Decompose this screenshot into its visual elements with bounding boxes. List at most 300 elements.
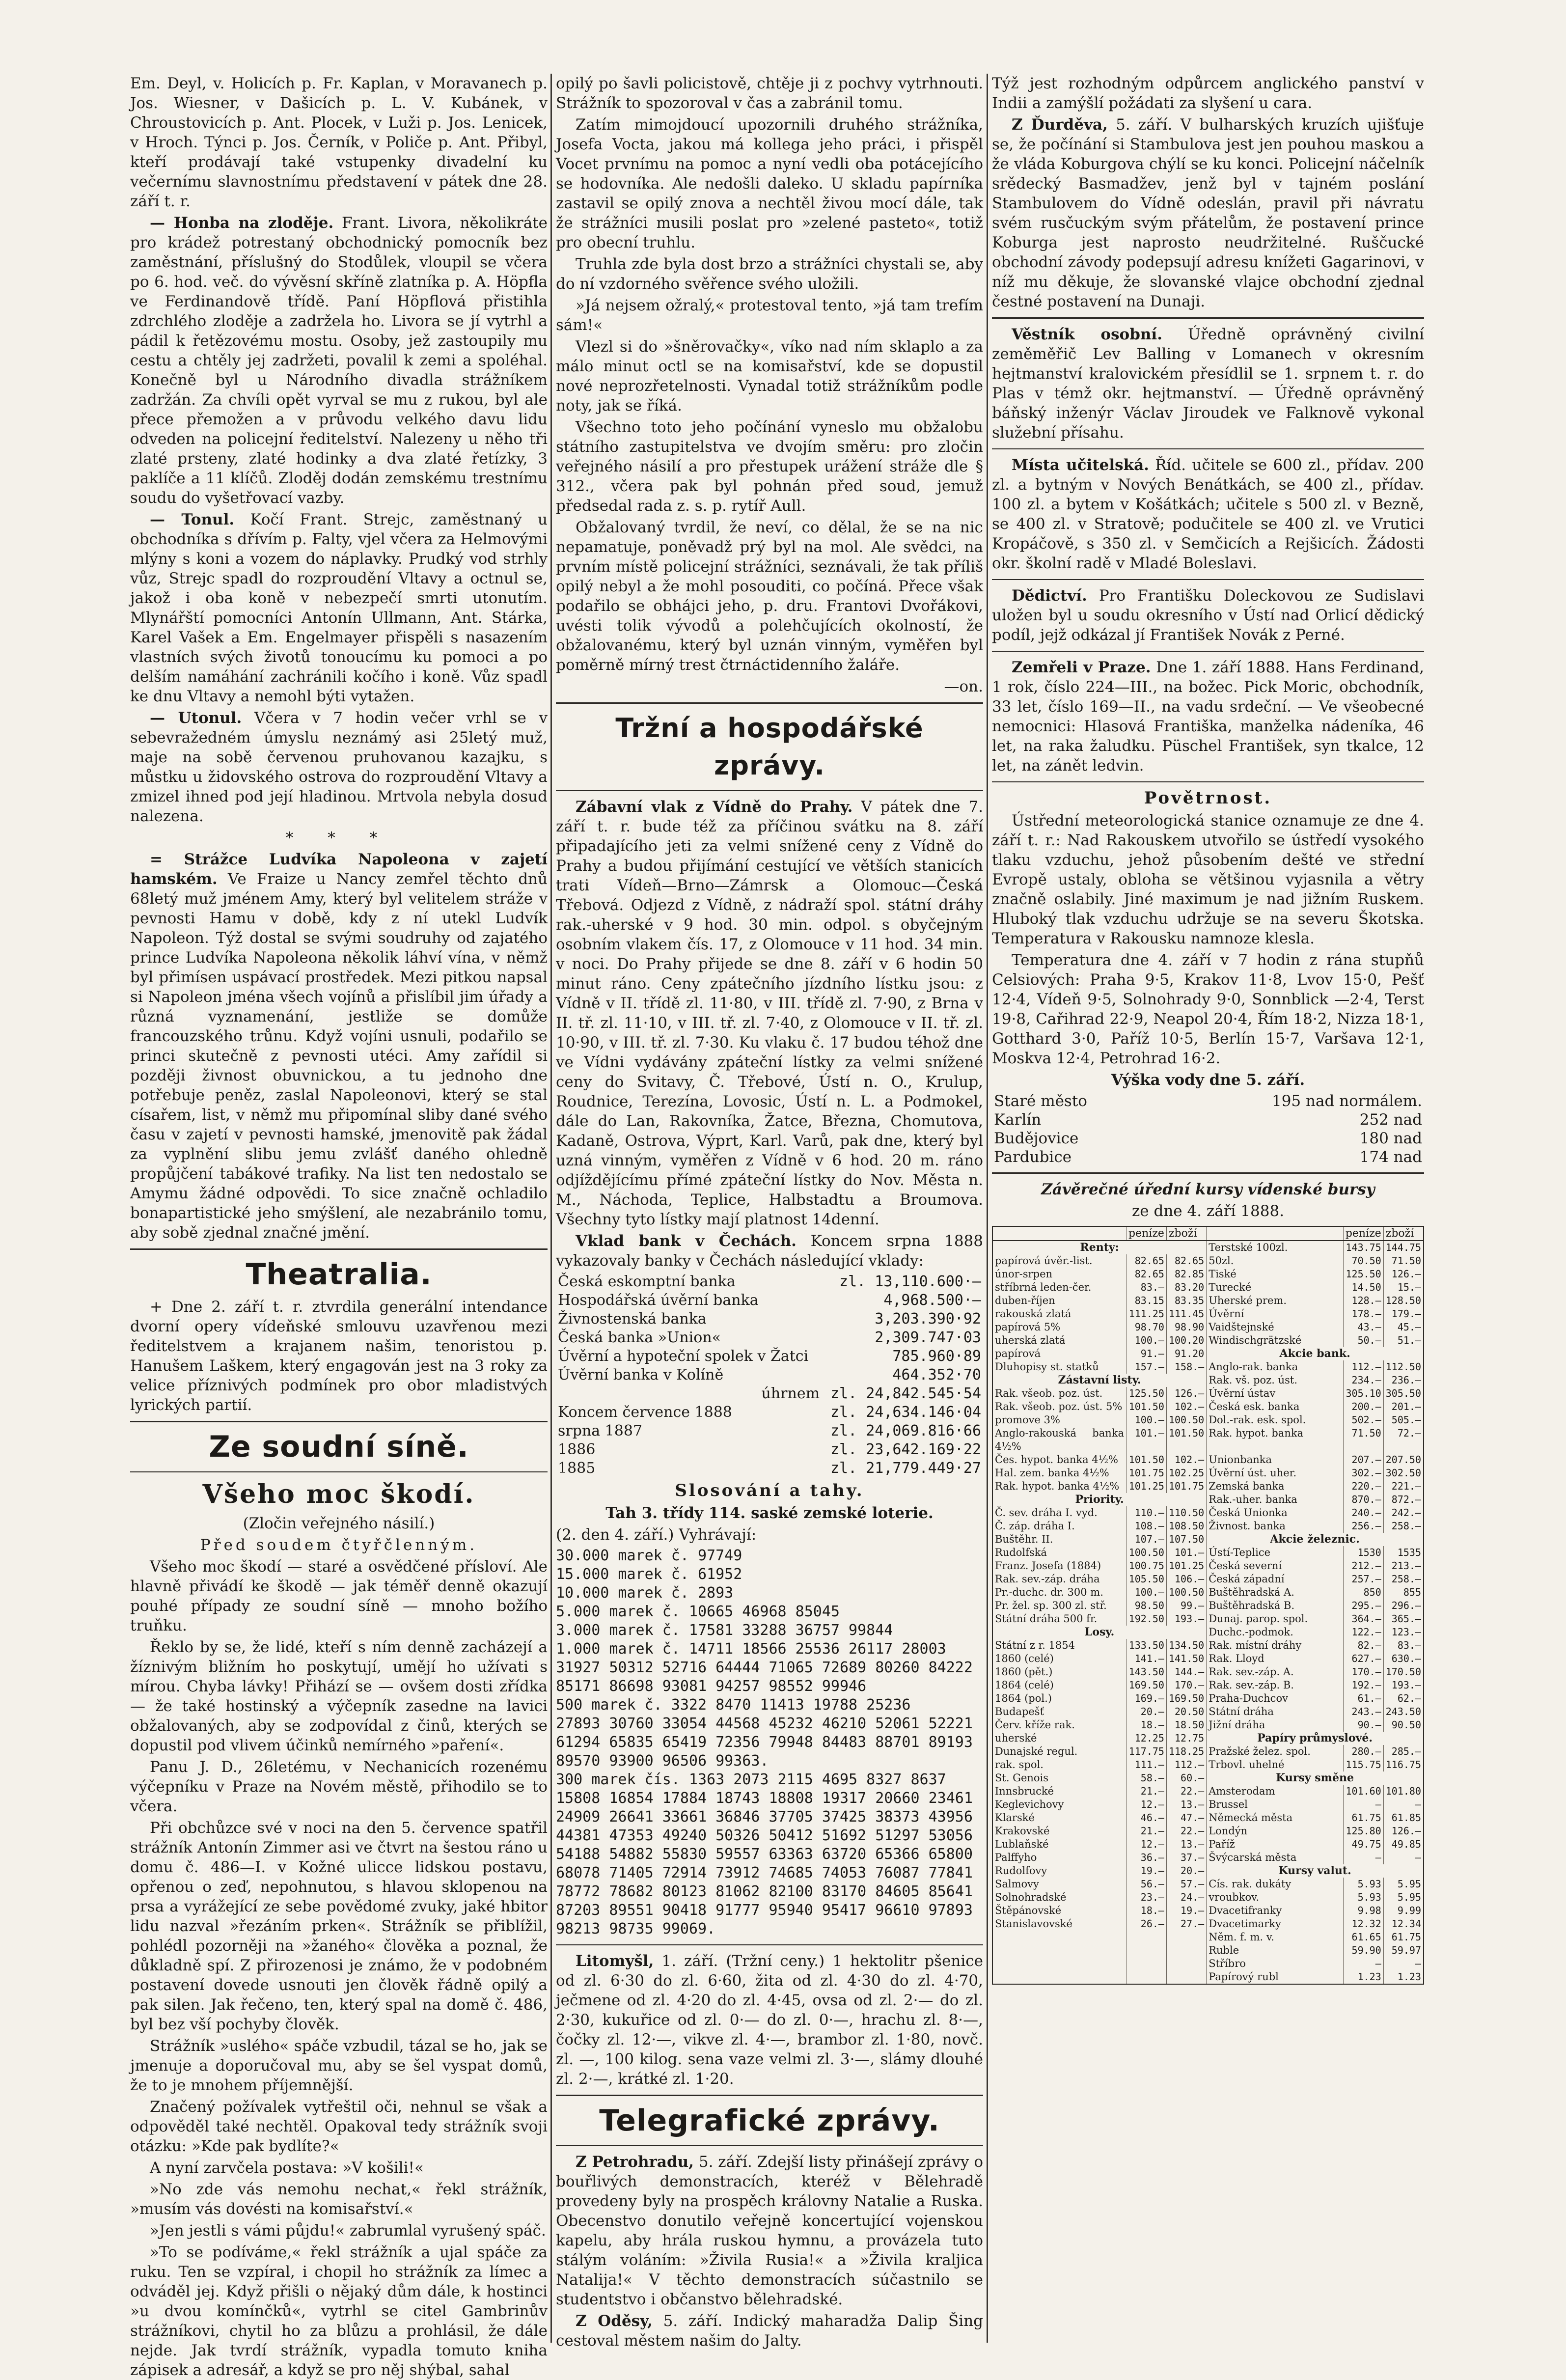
divider bbox=[130, 1421, 548, 1422]
bourse-name: Státní z r. 1854 bbox=[992, 1639, 1126, 1652]
bourse-money: 26.— bbox=[1126, 1917, 1167, 1931]
lottery-row: 31927 50312 52716 64444 71065 72689 80260 84222 bbox=[556, 1659, 973, 1676]
bourse-money: 870.— bbox=[1343, 1493, 1383, 1506]
bourse-money: 18.— bbox=[1126, 1904, 1167, 1917]
bourse-money: 128.— bbox=[1343, 1294, 1383, 1307]
bourse-money: 20.— bbox=[1126, 1705, 1167, 1718]
bourse-name: Klarské bbox=[992, 1811, 1126, 1825]
section-title-theatralia: Theatralia. bbox=[246, 1257, 432, 1292]
bourse-money: 192.— bbox=[1343, 1679, 1383, 1692]
lottery-row: 54188 54882 55830 59557 63363 63720 65366 65800 bbox=[556, 1846, 973, 1863]
table-row bbox=[992, 1811, 1424, 1825]
bourse-goods: 57.— bbox=[1166, 1878, 1206, 1891]
bourse-goods: 101.75 bbox=[1166, 1480, 1206, 1493]
bourse-goods: 101.80 bbox=[1383, 1785, 1424, 1798]
bourse-name: 1860 (pět.) bbox=[992, 1665, 1126, 1679]
article-title: Věstník osobní. bbox=[1012, 326, 1162, 343]
bourse-money: 59.90 bbox=[1343, 1944, 1383, 1957]
article-zabavni bbox=[556, 797, 983, 1229]
water-place: Pardubice bbox=[994, 1148, 1072, 1166]
divider bbox=[130, 1248, 548, 1250]
table-row bbox=[992, 1679, 1424, 1692]
bourse-goods: 193.— bbox=[1166, 1612, 1206, 1626]
bourse-head-blank bbox=[1207, 1226, 1344, 1241]
bourse-goods: 59.97 bbox=[1383, 1944, 1424, 1957]
bourse-money: 143.50 bbox=[1126, 1665, 1167, 1679]
bourse-money: 169.50 bbox=[1126, 1679, 1167, 1692]
bourse-money: 50.— bbox=[1343, 1334, 1383, 1347]
table-row bbox=[556, 1459, 983, 1478]
total-label: Koncem července 1888 bbox=[558, 1404, 732, 1421]
bourse-goods: 872.— bbox=[1383, 1493, 1424, 1506]
bourse-goods: 242.— bbox=[1383, 1506, 1424, 1520]
article-paragraph: Týž jest rozhodným odpůrcem anglického panství v Indii a zamýšlí požádati za slyšení u cara. bbox=[992, 75, 1424, 112]
table-cell bbox=[1126, 1931, 1167, 1944]
bourse-money: 61.65 bbox=[1343, 1931, 1383, 1944]
bourse-name: Německá města bbox=[1207, 1811, 1344, 1825]
bourse-goods: 221.— bbox=[1383, 1480, 1424, 1493]
bourse-money: 192.50 bbox=[1126, 1612, 1167, 1626]
table-row bbox=[992, 1692, 1424, 1705]
bourse-name: Windischgrätzské bbox=[1207, 1334, 1344, 1347]
bourse-goods: 170.— bbox=[1166, 1679, 1206, 1692]
bourse-money: 70.50 bbox=[1343, 1254, 1383, 1268]
bourse-money: 61.— bbox=[1343, 1692, 1383, 1705]
bourse-money: 49.75 bbox=[1343, 1838, 1383, 1851]
bourse-money: 234.— bbox=[1343, 1374, 1383, 1387]
bourse-name: 1864 (celé) bbox=[992, 1679, 1126, 1692]
bourse-name: Cís. rak. dukáty bbox=[1207, 1878, 1344, 1891]
bourse-money: 5.93 bbox=[1343, 1878, 1383, 1891]
bourse-goods: 213.— bbox=[1383, 1559, 1424, 1573]
bourse-money: 117.75 bbox=[1126, 1745, 1167, 1758]
bourse-goods: 15.— bbox=[1383, 1281, 1424, 1294]
bank-name: Hospodářská úvěrní banka bbox=[558, 1292, 759, 1309]
article-paragraph: Zatím mimojdoucí upozornili druhého strážníka, Josefa Vocta, jakou má kollega jeho práci, i přispěl Vocet prvnímu na pomoc a nyní vedli oba potácejícího se hodovníka. Ale nedošli daleko. U skladu papírníka zastavil se opilý znova a nechtěl živou mocí dále, tak že strážníci musili poslat pro »zelené pasteto«, totiž pro obecní truhlu. bbox=[556, 116, 983, 251]
bank-value: zl. 13,110.600·— bbox=[839, 1273, 981, 1290]
bank-name: Česká banka »Union« bbox=[558, 1329, 721, 1346]
divider bbox=[992, 317, 1424, 319]
divider bbox=[556, 790, 983, 791]
article-title: — Honba na zloděje. bbox=[150, 214, 334, 232]
bourse-money: 364.— bbox=[1343, 1612, 1383, 1626]
water-value: 180 nad bbox=[1359, 1130, 1422, 1147]
bourse-money: 100.— bbox=[1126, 1586, 1167, 1599]
table-row bbox=[992, 1360, 1424, 1374]
water-level-table bbox=[992, 1092, 1424, 1166]
bourse-name: Uherské prem. bbox=[1207, 1294, 1344, 1307]
bourse-goods: 207.50 bbox=[1383, 1453, 1424, 1467]
water-value: 252 nad bbox=[1359, 1111, 1422, 1129]
total-label: 1885 bbox=[558, 1460, 596, 1477]
article-body: 1. září. (Tržní ceny.) 1 hektolitr pšenice od zl. 6·30 do zl. 6·60, žita od zl. 4·30 do zl. 4·70, ječmene od zl. 4·20 do zl. 4·45, ovsa od zl. 2·— do zl. 2·30, kukuřice od zl. 0·— do zl. 0·—, hrachu zl. 8·—, čočky zl. 12·—, vikve zl. 4·—, brambor zl. 1·80, novč. zl. —, 100 kilog. sena vaze velmi zl. 3·—, slámy dlouhé zl. 2·—, krátké zl. 1·20. bbox=[556, 1952, 983, 2088]
table-cell bbox=[1166, 1957, 1206, 1970]
bourse-goods: 144.— bbox=[1166, 1665, 1206, 1679]
bourse-name: Pr.-duchc. dr. 300 m. bbox=[992, 1586, 1126, 1599]
bourse-money: 101.75 bbox=[1126, 1467, 1167, 1480]
article-title: Vklad bank v Čechách. bbox=[576, 1232, 797, 1250]
bourse-group: Priority. bbox=[992, 1493, 1207, 1506]
table-row bbox=[992, 1110, 1424, 1129]
bourse-money: 14.50 bbox=[1343, 1281, 1383, 1294]
bourse-name: Trbovl. uhelné bbox=[1207, 1758, 1344, 1771]
bourse-money: 18.— bbox=[1126, 1718, 1167, 1732]
bourse-name: Hal. zem. banka 4½% bbox=[992, 1467, 1126, 1480]
bourse-name: Rak. vš. poz. úst. bbox=[1207, 1374, 1344, 1387]
bourse-goods: 126.— bbox=[1383, 1268, 1424, 1281]
bourse-goods: 243.50 bbox=[1383, 1705, 1424, 1718]
bourse-goods: 111.45 bbox=[1166, 1307, 1206, 1321]
bourse-name: Vaidštejnské bbox=[1207, 1321, 1344, 1334]
divider bbox=[992, 781, 1424, 782]
table-row bbox=[992, 1718, 1424, 1732]
bourse-goods: 102.— bbox=[1166, 1400, 1206, 1413]
bourse-name: Unionbanka bbox=[1207, 1453, 1344, 1467]
lottery-row: 500 marek č. 3322 8470 11413 19788 25236 bbox=[556, 1696, 911, 1714]
table-row bbox=[992, 1148, 1424, 1166]
bourse-goods: 134.50 bbox=[1166, 1639, 1206, 1652]
bourse-goods: 12.75 bbox=[1166, 1732, 1206, 1745]
article-theatralia: + Dne 2. září t. r. ztvrdila generální intendance dvorní opery vídeňské smlouvu uzavřenou mezi ředitelstvem a krajanem našim, tenoristou p. Hanušem Laškem, který engagován jest na 3 roky za velice příznivých podmínek pro obor mladistvých lyrických partií. bbox=[130, 1298, 548, 1414]
bank-value: 3,203.390·92 bbox=[875, 1310, 981, 1328]
bourse-name: Státní dráha 500 fr. bbox=[992, 1612, 1126, 1626]
bourse-money: 111.— bbox=[1126, 1758, 1167, 1771]
bourse-money: 12.32 bbox=[1343, 1917, 1383, 1931]
bourse-money: 220.— bbox=[1343, 1480, 1383, 1493]
bourse-name: Rak. sev.-záp. A. bbox=[1207, 1665, 1344, 1679]
bourse-name: Česká Unionka bbox=[1207, 1506, 1344, 1520]
bourse-money: 1.23 bbox=[1343, 1970, 1383, 1984]
article-durdevo bbox=[992, 115, 1424, 311]
bourse-name: Dunajské regul. bbox=[992, 1745, 1126, 1758]
bourse-goods: 45.— bbox=[1383, 1321, 1424, 1334]
article-body: Koncem srpna 1888 vykazovaly banky v Čechách následující vklady: bbox=[556, 1232, 984, 1270]
bourse-money: 101.— bbox=[1126, 1427, 1167, 1453]
bourse-goods: 5.95 bbox=[1383, 1891, 1424, 1904]
table-cell bbox=[1126, 1944, 1167, 1957]
bourse-goods: 72.— bbox=[1383, 1427, 1424, 1453]
bourse-head-cell: peníze bbox=[1343, 1226, 1383, 1241]
bourse-name: Dunaj. parop. spol. bbox=[1207, 1612, 1344, 1626]
bourse-name: Stříbro bbox=[1207, 1957, 1344, 1970]
bourse-goods: 126.— bbox=[1166, 1387, 1206, 1400]
bourse-money: 12.25 bbox=[1126, 1732, 1167, 1745]
bourse-money: 257.— bbox=[1343, 1573, 1383, 1586]
bourse-name: Úvěrní úst. uher. bbox=[1207, 1467, 1344, 1480]
bourse-name: Stanislavovské bbox=[992, 1917, 1126, 1931]
table-row bbox=[556, 1291, 983, 1310]
lottery-row: 5.000 marek č. 10665 46968 85045 bbox=[556, 1603, 840, 1620]
bourse-goods: 5.95 bbox=[1383, 1878, 1424, 1891]
lottery-row: 15808 16854 17884 18743 18808 19317 20660 23461 bbox=[556, 1790, 973, 1807]
table-row bbox=[556, 1310, 983, 1328]
divider bbox=[556, 2145, 983, 2146]
table-row bbox=[992, 1652, 1424, 1665]
bourse-name: Č. sev. dráha I. vyd. bbox=[992, 1506, 1126, 1520]
table-row bbox=[992, 1493, 1424, 1506]
table-cell bbox=[1126, 1957, 1167, 1970]
bourse-name: Rak. všeob. poz. úst. 5% bbox=[992, 1400, 1126, 1413]
bourse-money: 305.10 bbox=[1343, 1387, 1383, 1400]
table-row bbox=[992, 1785, 1424, 1798]
bourse-money: 21.— bbox=[1126, 1785, 1167, 1798]
bourse-name: Ruble bbox=[1207, 1944, 1344, 1957]
bourse-name: Rak. místní dráhy bbox=[1207, 1639, 1344, 1652]
bourse-title: Závěrečné úřední kursy vídenské bursy bbox=[1041, 1181, 1375, 1198]
article-body: Kočí Frant. Strejc, zaměstnaný u obchodníka s dřívím p. Falty, vjel včera za Helmovými mlýny s koni a vozem do náplavky. Prudký vod strhly vůz, Strejc spadl do rozproudění Vltavy a octnul se, jakož i oba koně v nebezpečí smrti utonutím. Mlynářští pomocníci Antonín Ullmann, Ant. Stárka, Karel Vašek a Em. Engelmayer přispěli s nasazením vlastních svých životů tonoucímu ku pomoci a po delším namáhání zachránili kočího i koně. Vůz spadl ke dnu Vltavy a nemohl býti vytažen. bbox=[130, 511, 548, 705]
bank-name: Živnostenská banka bbox=[558, 1310, 707, 1328]
bourse-name: Paříž bbox=[1207, 1838, 1344, 1851]
table-row bbox=[992, 1586, 1424, 1599]
bank-value: 4,968.500·— bbox=[883, 1292, 981, 1309]
table-row bbox=[992, 1732, 1424, 1745]
bourse-name: Franz. Josefa (1884) bbox=[992, 1559, 1126, 1573]
total-label: 1886 bbox=[558, 1441, 596, 1458]
column-divider bbox=[550, 74, 552, 2343]
bourse-head-cell: zboží bbox=[1166, 1226, 1206, 1241]
bourse-goods: 193.— bbox=[1383, 1679, 1424, 1692]
bourse-money: 23.— bbox=[1126, 1891, 1167, 1904]
article-petrohrad bbox=[556, 2152, 983, 2309]
article-title: — Tonul. bbox=[150, 511, 235, 528]
bourse-goods: 123.— bbox=[1383, 1626, 1424, 1639]
article-title: Z Petrohradu, bbox=[576, 2153, 694, 2171]
column-2 bbox=[556, 74, 984, 2350]
bourse-goods: 112.50 bbox=[1383, 1360, 1424, 1374]
bourse-name: Budapešť bbox=[992, 1705, 1126, 1718]
bourse-name: Buštěhr. II. bbox=[992, 1533, 1126, 1546]
bourse-goods: — bbox=[1383, 1798, 1424, 1811]
table-row bbox=[556, 1347, 983, 1366]
table-cell bbox=[992, 1931, 1126, 1944]
bourse-goods: 106.— bbox=[1166, 1573, 1206, 1586]
bourse-goods: 82.65 bbox=[1166, 1254, 1206, 1268]
bourse-money: 105.50 bbox=[1126, 1573, 1167, 1586]
bank-deposits-table bbox=[556, 1273, 983, 1478]
bourse-money: 169.— bbox=[1126, 1692, 1167, 1705]
table-row bbox=[992, 1705, 1424, 1718]
bourse-name: Česká esk. banka bbox=[1207, 1400, 1344, 1413]
bank-value: 464.352·70 bbox=[892, 1366, 981, 1384]
section-title-telegraf: Telegrafické zprávy. bbox=[599, 2103, 940, 2138]
bourse-money: 101.50 bbox=[1126, 1400, 1167, 1413]
bourse-group: Losy. bbox=[992, 1626, 1207, 1639]
divider bbox=[992, 1172, 1424, 1174]
section-title-trzni: Tržní a hospodářské zprávy. bbox=[615, 713, 924, 781]
bourse-money: 115.75 bbox=[1343, 1758, 1383, 1771]
bourse-money: 98.50 bbox=[1126, 1599, 1167, 1612]
bourse-name: Zemská banka bbox=[1207, 1480, 1344, 1493]
bourse-name: 1860 (celé) bbox=[992, 1652, 1126, 1665]
bourse-money: 200.— bbox=[1343, 1400, 1383, 1413]
table-row bbox=[992, 1665, 1424, 1679]
table-row bbox=[992, 1798, 1424, 1811]
bank-value: 2,309.747·03 bbox=[875, 1329, 981, 1346]
bourse-goods: 37.— bbox=[1166, 1851, 1206, 1864]
table-row bbox=[556, 1403, 983, 1422]
bourse-name: duben-říjen bbox=[992, 1294, 1126, 1307]
table-row bbox=[992, 1626, 1424, 1639]
lottery-row: 87203 89551 90418 91777 95940 95417 96610 97893 bbox=[556, 1902, 973, 1919]
bourse-goods: 107.50 bbox=[1166, 1533, 1206, 1546]
table-row bbox=[992, 1533, 1424, 1546]
table-row bbox=[992, 1851, 1424, 1864]
bourse-money: 295.— bbox=[1343, 1599, 1383, 1612]
bourse-name: Ústí-Teplice bbox=[1207, 1546, 1344, 1559]
bourse-goods: 110.50 bbox=[1166, 1506, 1206, 1520]
article-title: Z Oděsy, bbox=[576, 2312, 653, 2330]
bourse-name: Dvacetimarky bbox=[1207, 1917, 1344, 1931]
bourse-name: Švýcarská města bbox=[1207, 1851, 1344, 1864]
bourse-money: 71.50 bbox=[1343, 1427, 1383, 1453]
column-1 bbox=[130, 74, 548, 2379]
bourse-goods: 12.34 bbox=[1383, 1917, 1424, 1931]
bourse-name: Tiské bbox=[1207, 1268, 1344, 1281]
table-row bbox=[992, 1546, 1424, 1559]
article-vklad bbox=[556, 1231, 983, 1271]
bourse-head-cell: peníze bbox=[1126, 1226, 1167, 1241]
bourse-money: 1530 bbox=[1343, 1546, 1383, 1559]
lottery-row: 61294 65835 65419 72356 79948 84483 88701 89193 bbox=[556, 1734, 973, 1751]
table-row bbox=[992, 1970, 1424, 1984]
bourse-goods: 126.— bbox=[1383, 1825, 1424, 1838]
article-body: Dne 1. září 1888. Hans Ferdinand, 1 rok, číslo 224—III., na božec. Pick Moric, obchodník, 33 let, číslo 169—II., na vadu srdeční. — Ve všeobecné nemocnici: Hlasová Františka, manželka nádeníka, 46 let, na raka žaludku. Püschel František, syn tkalce, 12 let, na zánět ledvin. bbox=[992, 659, 1424, 775]
article-title: = Strážce Ludvíka Napoleona v zajetí hamském. bbox=[130, 851, 548, 888]
lottery-results bbox=[556, 1547, 983, 1938]
bourse-name: Rak. hypot. banka bbox=[1207, 1427, 1344, 1453]
bourse-money: 122.— bbox=[1343, 1626, 1383, 1639]
bourse-goods: 83.20 bbox=[1166, 1281, 1206, 1294]
article-utonul bbox=[130, 708, 548, 826]
table-cell bbox=[992, 1957, 1126, 1970]
table-cell bbox=[1166, 1970, 1206, 1984]
bourse-name: Praha-Duchcov bbox=[1207, 1692, 1344, 1705]
bourse-goods: 101.— bbox=[1166, 1546, 1206, 1559]
bourse-goods: 61.75 bbox=[1383, 1931, 1424, 1944]
table-row bbox=[992, 1413, 1424, 1427]
article-dedictvi bbox=[992, 586, 1424, 645]
lottery-row: 27893 30760 33054 44568 45232 46210 52061 52221 bbox=[556, 1715, 973, 1732]
article-odesa bbox=[556, 2311, 983, 2351]
table-row bbox=[556, 1384, 983, 1403]
bourse-group: Akcie železnic. bbox=[1207, 1533, 1424, 1546]
bourse-money: — bbox=[1343, 1851, 1383, 1864]
bourse-money: 125.80 bbox=[1343, 1825, 1383, 1838]
bourse-name: Živnost. banka bbox=[1207, 1520, 1344, 1533]
bourse-money: 212.— bbox=[1343, 1559, 1383, 1573]
bourse-name: Turecké bbox=[1207, 1281, 1344, 1294]
bourse-money: 143.75 bbox=[1343, 1241, 1383, 1254]
bourse-money: 170.— bbox=[1343, 1665, 1383, 1679]
bourse-money: 82.— bbox=[1343, 1639, 1383, 1652]
table-row bbox=[992, 1573, 1424, 1586]
bourse-group: Zástavní listy. bbox=[992, 1374, 1207, 1387]
bourse-name: Palffyho bbox=[992, 1851, 1126, 1864]
bourse-money: 12.— bbox=[1126, 1798, 1167, 1811]
article-title: Dědictví. bbox=[1012, 587, 1087, 605]
table-row bbox=[992, 1639, 1424, 1652]
bourse-money: 101.60 bbox=[1343, 1785, 1383, 1798]
article-title: Z Ďurděva, bbox=[1012, 116, 1108, 134]
bourse-money: 502.— bbox=[1343, 1413, 1383, 1427]
bourse-goods: 101.25 bbox=[1166, 1559, 1206, 1573]
bourse-money: 627.— bbox=[1343, 1652, 1383, 1665]
water-place: Budějovice bbox=[994, 1130, 1079, 1147]
section-stars: * * * bbox=[285, 829, 392, 847]
bourse-head-blank bbox=[992, 1226, 1126, 1241]
bourse-head-cell: zboží bbox=[1383, 1226, 1424, 1241]
bourse-money: 101.25 bbox=[1126, 1480, 1167, 1493]
article-heading-vseho: Všeho moc škodí. bbox=[202, 1479, 475, 1509]
bourse-goods: 102.— bbox=[1166, 1453, 1206, 1467]
bourse-name: vroubkov. bbox=[1207, 1891, 1344, 1904]
intro-paragraph: Em. Deyl, v. Holicích p. Fr. Kaplan, v Moravanech p. Jos. Wiesner, v Dašicích p. L. V. Kubánek, v Chroustovicích p. Ant. Plocek, v Luži p. Jos. Lenicek, v Hroch. Týnci p. Jos. Černík, v Poliče p. Ant. Přibyl, kteří prodávají také vstupenky divadelní ku večernímu slavnostnímu představení v pátek dne 28. září t. r. bbox=[130, 75, 548, 210]
bourse-money: 108.— bbox=[1126, 1520, 1167, 1533]
table-row bbox=[992, 1241, 1424, 1254]
table-row bbox=[992, 1129, 1424, 1148]
article-paragraph: Panu J. D., 26letému, v Nechanicích rozenému výčepníku v Praze na Novém městě, přihodilo se to včera. bbox=[130, 1758, 548, 1815]
bourse-money: 90.— bbox=[1343, 1718, 1383, 1732]
bourse-goods: 179.— bbox=[1383, 1307, 1424, 1321]
article-vestnik bbox=[992, 325, 1424, 443]
bourse-goods: 99.— bbox=[1166, 1599, 1206, 1612]
bourse-goods: 13.— bbox=[1166, 1798, 1206, 1811]
table-row bbox=[992, 1506, 1424, 1520]
bourse-goods: 102.25 bbox=[1166, 1467, 1206, 1480]
lottery-row: 10.000 marek č. 2893 bbox=[556, 1584, 734, 1602]
bourse-goods: 61.85 bbox=[1383, 1811, 1424, 1825]
article-paragraph: Ústřední meteorologická stanice oznamuje ze dne 4. září t. r.: Nad Rakouskem utvořilo se ústředí vysokého tlaku vzduchu, jehož působením dešté ve střední Evropě ustaly, obloha se většinou vyjasnila a větry značně oslabily. Jiné maximum je nad jižním Ruskem. Hluboký tlak vzduchu udržuje se na severu Škotska. Temperatura v Rakousku namnoze klesla. bbox=[992, 812, 1424, 947]
divider bbox=[992, 448, 1424, 449]
total-label: srpna 1887 bbox=[558, 1422, 643, 1439]
bourse-goods: 302.50 bbox=[1383, 1467, 1424, 1480]
bourse-name: Česká západní bbox=[1207, 1573, 1344, 1586]
bourse-goods: 505.— bbox=[1383, 1413, 1424, 1427]
lottery-row: 68078 71405 72914 73912 74685 74053 76087 77841 bbox=[556, 1864, 973, 1882]
article-body: 5. září. Indický maharadža Dalip Šing cestoval městem našim do Jalty. bbox=[556, 2312, 984, 2350]
bourse-name: St. Genois bbox=[992, 1771, 1126, 1785]
table-row bbox=[556, 1440, 983, 1459]
bourse-money: 83.— bbox=[1126, 1281, 1167, 1294]
bourse-money: 240.— bbox=[1343, 1506, 1383, 1520]
bourse-goods: 170.50 bbox=[1383, 1665, 1424, 1679]
table-row bbox=[992, 1917, 1424, 1931]
column-divider bbox=[987, 74, 988, 2343]
article-signature: —on. bbox=[944, 678, 983, 695]
total-value: zl. 23,642.169·22 bbox=[830, 1441, 981, 1458]
table-cell bbox=[1166, 1944, 1206, 1957]
bourse-money: 256.— bbox=[1343, 1520, 1383, 1533]
bourse-money: 125.50 bbox=[1343, 1268, 1383, 1281]
column-3 bbox=[992, 74, 1424, 2343]
lottery-row: 30.000 marek č. 97749 bbox=[556, 1547, 742, 1564]
article-paragraph: Vlezl si do »šněrovačky«, víko nad ním sklaplo a za málo minut octl se na komisařství, kde se dopustil nové neprozřetelnosti. Vynadal totiž strážníkům podle noty, jak se říká. bbox=[556, 338, 983, 415]
bourse-group: Kursy valut. bbox=[1207, 1864, 1424, 1878]
article-body: Ve Fraize u Nancy zemřel těchto dnů 68letý muž jménem Amy, který byl velitelem stráže v pevnosti Hamu v době, kdy z ní utekl Ludvík Napoleon. Týž dostal se svými soudruhy od zajatého prince Ludvíka Napoleona několik láhví vína, v němž byl přimísen uspávací prostředek. Mezi pitkou napsal si Napoleon jména všech vojínů a přislíbil jim úřady a různá vyznamenání, jestliže se domůže francouzského trůnu. Když vojíni usnuli, podařilo se princi skutečně z pevnosti utéci. Amy zařídil si později živnost obuvnickou, a tu jednoho dne potřebuje peněz, zaslal Napoleonovi, který se stal císařem, list, v němž mu připomínal sliby dané svého času v zajetí v pevnosti hamské, jmenovitě pak žádal za vyplnění slibu jemu zvlášť daného ohledně propůjčení tabákové trafiky. Na list ten nedostalo se Amymu žádné odpovědi. To sice značně ochladilo bonapartistické jeho smýšlení, ale nezabránilo tomu, aby sobě zjednal značné jmění. bbox=[130, 870, 548, 1242]
bourse-money: 207.— bbox=[1343, 1453, 1383, 1467]
table-row bbox=[992, 1864, 1424, 1878]
bank-name: Úvěrní banka v Kolíně bbox=[558, 1366, 724, 1384]
table-row bbox=[992, 1374, 1424, 1387]
bourse-name: Státní dráha bbox=[1207, 1705, 1344, 1718]
bourse-money: 91.— bbox=[1126, 1347, 1167, 1360]
bourse-goods: 47.— bbox=[1166, 1811, 1206, 1825]
table-row bbox=[992, 1891, 1424, 1904]
table-row bbox=[992, 1294, 1424, 1307]
article-paragraph: »No zde vás nemohu nechat,« řekl strážník, »musím vás dovésti na komisařství.« bbox=[130, 2181, 548, 2218]
bourse-name: Úvěrní ústav bbox=[1207, 1387, 1344, 1400]
bourse-goods: 169.50 bbox=[1166, 1692, 1206, 1705]
